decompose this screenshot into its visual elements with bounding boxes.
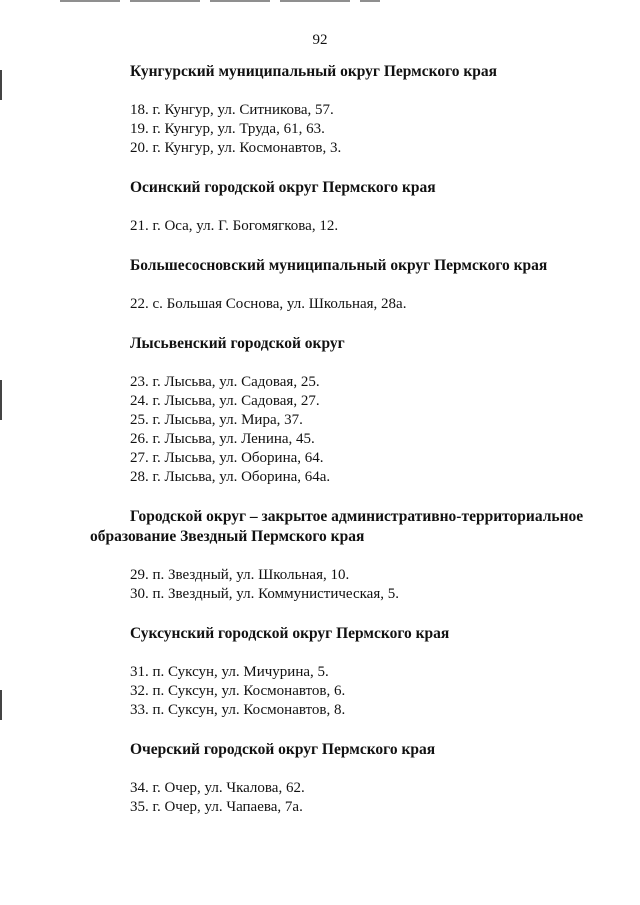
address-list bbox=[0, 566, 640, 604]
address-list bbox=[0, 373, 640, 487]
section-heading: Большесосновский муниципальный округ Пермского края bbox=[130, 257, 548, 274]
page-number: 92 bbox=[312, 32, 328, 48]
address-list bbox=[0, 217, 640, 236]
section-ocher bbox=[0, 740, 640, 817]
address-item: 32. п. Суксун, ул. Космонавтов, 6. bbox=[130, 683, 346, 699]
address-item: 21. г. Оса, ул. Г. Богомягкова, 12. bbox=[130, 218, 339, 234]
address-list bbox=[0, 663, 640, 720]
address-item: 29. п. Звездный, ул. Школьная, 10. bbox=[130, 567, 350, 583]
section-heading: Кунгурский муниципальный округ Пермского края bbox=[130, 63, 498, 80]
section-zvezdny bbox=[0, 507, 640, 604]
address-item: 33. п. Суксун, ул. Космонавтов, 8. bbox=[130, 702, 346, 718]
address-list bbox=[0, 779, 640, 817]
address-item: 31. п. Суксун, ул. Мичурина, 5. bbox=[130, 664, 329, 680]
address-item: 28. г. Лысьва, ул. Оборина, 64а. bbox=[130, 469, 331, 485]
address-item: 24. г. Лысьва, ул. Садовая, 27. bbox=[130, 393, 320, 409]
document-body bbox=[0, 62, 640, 817]
address-item: 22. с. Большая Соснова, ул. Школьная, 28а. bbox=[130, 296, 407, 312]
address-item: 34. г. Очер, ул. Чкалова, 62. bbox=[130, 780, 305, 796]
address-list bbox=[0, 295, 640, 314]
scan-top-rule bbox=[60, 0, 380, 2]
section-heading: Очерский городской округ Пермского края bbox=[130, 741, 436, 758]
section-heading: Городской округ – закрытое административно-территориальное образование Звездный Пермского края bbox=[90, 508, 584, 545]
address-item: 18. г. Кунгур, ул. Ситникова, 57. bbox=[130, 102, 334, 118]
address-item: 27. г. Лысьва, ул. Оборина, 64. bbox=[130, 450, 324, 466]
section-bolshaya-sosnova bbox=[0, 256, 640, 314]
address-item: 23. г. Лысьва, ул. Садовая, 25. bbox=[130, 374, 320, 390]
section-heading: Суксунский городской округ Пермского края bbox=[130, 625, 450, 642]
address-item: 20. г. Кунгур, ул. Космонавтов, 3. bbox=[130, 140, 342, 156]
section-lysva bbox=[0, 334, 640, 487]
address-item: 30. п. Звездный, ул. Коммунистическая, 5. bbox=[130, 586, 399, 602]
address-item: 35. г. Очер, ул. Чапаева, 7а. bbox=[130, 799, 303, 815]
section-heading: Осинский городской округ Пермского края bbox=[130, 179, 436, 196]
address-item: 19. г. Кунгур, ул. Труда, 61, 63. bbox=[130, 121, 325, 137]
section-suksun bbox=[0, 624, 640, 720]
address-item: 25. г. Лысьва, ул. Мира, 37. bbox=[130, 412, 303, 428]
address-list bbox=[0, 101, 640, 158]
section-osa bbox=[0, 178, 640, 236]
section-heading: Лысьвенский городской округ bbox=[130, 335, 345, 352]
section-kungur bbox=[0, 62, 640, 158]
address-item: 26. г. Лысьва, ул. Ленина, 45. bbox=[130, 431, 315, 447]
